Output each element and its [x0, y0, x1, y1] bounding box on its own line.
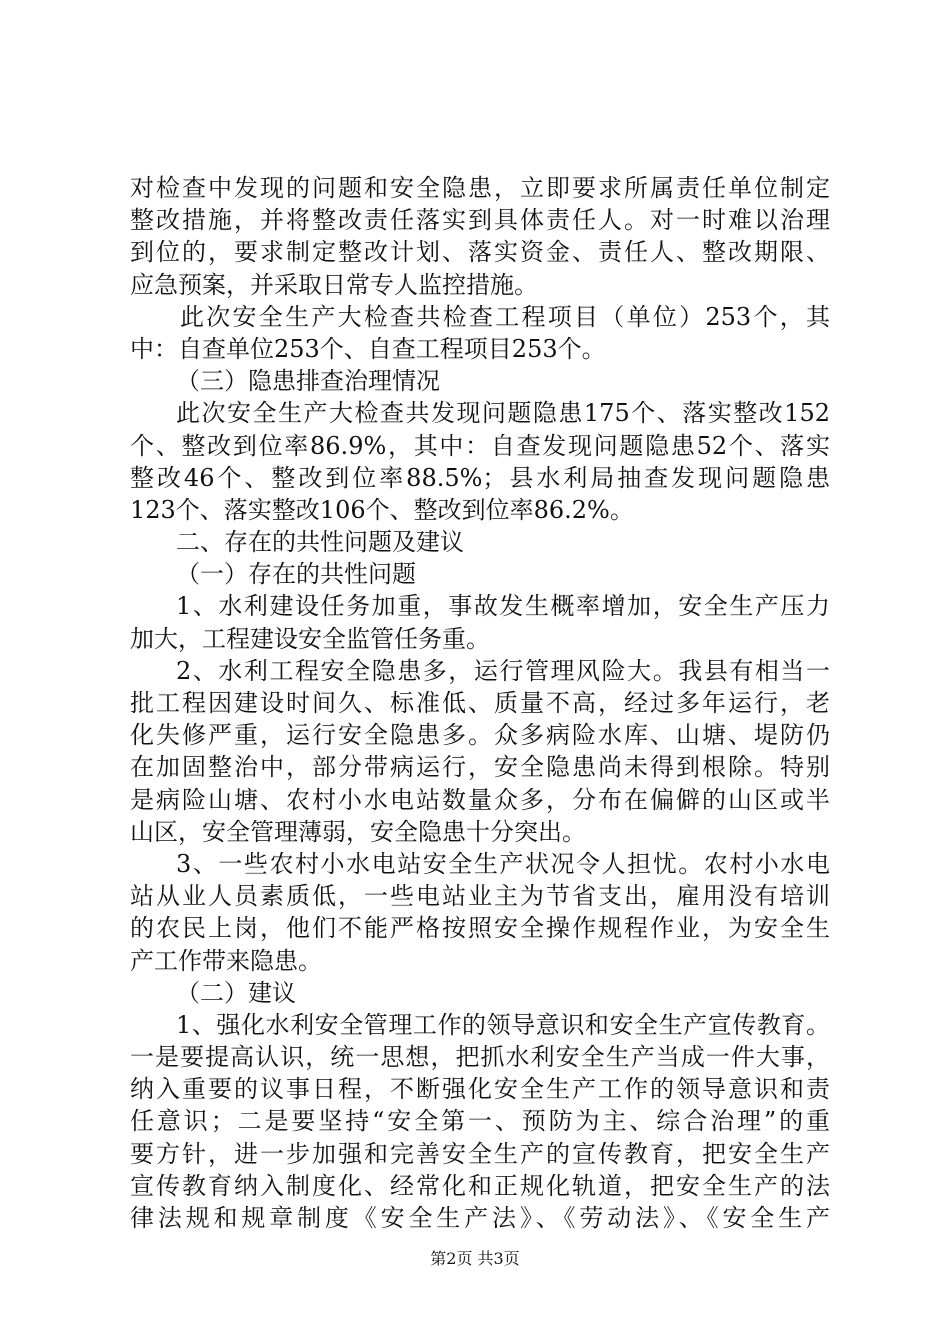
text-line: 整改46个、整改到位率88.5%；县水利局抽查发现问题隐患: [130, 463, 830, 492]
text-line: 1、水利建设任务加重，事故发生概率增加，安全生产压力: [176, 592, 830, 621]
text-line: 宣传教育纳入制度化、经常化和正规化轨道，把安全生产的法: [130, 1171, 830, 1200]
text-line: 2、水利工程安全隐患多，运行管理风险大。我县有相当一: [176, 656, 830, 685]
text-line: 3、一些农村小水电站安全生产状况令人担忧。农村小水电: [176, 849, 830, 878]
text-line: 加大，工程建设安全监管任务重。: [130, 624, 490, 653]
text-line: 律法规和规章制度《安全生产法》、《劳动法》、《安全生产: [130, 1204, 830, 1232]
text-line: 此次安全生产大检查共检查工程项目（单位）253个，其: [180, 302, 830, 331]
text-line: 对检查中发现的问题和安全隐患，立即要求所属责任单位制定: [130, 174, 830, 202]
text-line: 化失修严重，运行安全隐患多。众多病险水库、山塘、堤防仍: [130, 721, 830, 750]
text-line: 中：自查单位253个、自查工程项目253个。: [130, 334, 606, 363]
text-line: （一）存在的共性问题: [176, 560, 416, 589]
text-line: 二、存在的共性问题及建议: [176, 528, 464, 557]
text-line: （三）隐患排查治理情况: [176, 367, 440, 396]
text-line: 纳入重要的议事日程，不断强化安全生产工作的领导意识和责: [130, 1075, 830, 1104]
text-line: 应急预案，并采取日常专人监控措施。: [130, 270, 538, 299]
document-body: [130, 172, 830, 1234]
text-line: 山区，安全管理薄弱，安全隐患十分突出。: [130, 817, 586, 846]
text-line: 此次安全生产大检查共发现问题隐患175个、落实整改152: [176, 399, 830, 428]
text-line: 的农民上岗，他们不能严格按照安全操作规程作业，为安全生: [130, 914, 830, 943]
text-line: 1、强化水利安全管理工作的领导意识和安全生产宣传教育。: [176, 1010, 830, 1039]
text-line: 个、整改到位率86.9%，其中：自查发现问题隐患52个、落实: [130, 431, 830, 460]
page-footer: 第2页 共3页: [430, 1249, 520, 1268]
text-line: 任意识；二是要坚持“安全第一、预防为主、综合治理”的重: [130, 1107, 830, 1136]
text-line: 要方针，进一步加强和完善安全生产的宣传教育，把安全生产: [130, 1139, 830, 1168]
text-line: 产工作带来隐患。: [130, 946, 322, 975]
text-line: 在加固整治中，部分带病运行，安全隐患尚未得到根除。特别: [130, 753, 830, 782]
text-line: 是病险山塘、农村小水电站数量众多，分布在偏僻的山区或半: [130, 785, 830, 814]
text-line: 站从业人员素质低，一些电站业主为节省支出，雇用没有培训: [130, 882, 830, 911]
text-line: 批工程因建设时间久、标准低、质量不高，经过多年运行，老: [130, 689, 830, 717]
text-line: 一是要提高认识，统一思想，把抓水利安全生产当成一件大事，: [130, 1043, 830, 1072]
text-line: 整改措施，并将整改责任落实到具体责任人。对一时难以治理: [130, 206, 830, 235]
text-line: （二）建议: [176, 978, 296, 1007]
text-line: 123个、落实整改106个、整改到位率86.2%。: [130, 495, 634, 524]
text-line: 到位的，要求制定整改计划、落实资金、责任人、整改期限、: [130, 238, 830, 267]
